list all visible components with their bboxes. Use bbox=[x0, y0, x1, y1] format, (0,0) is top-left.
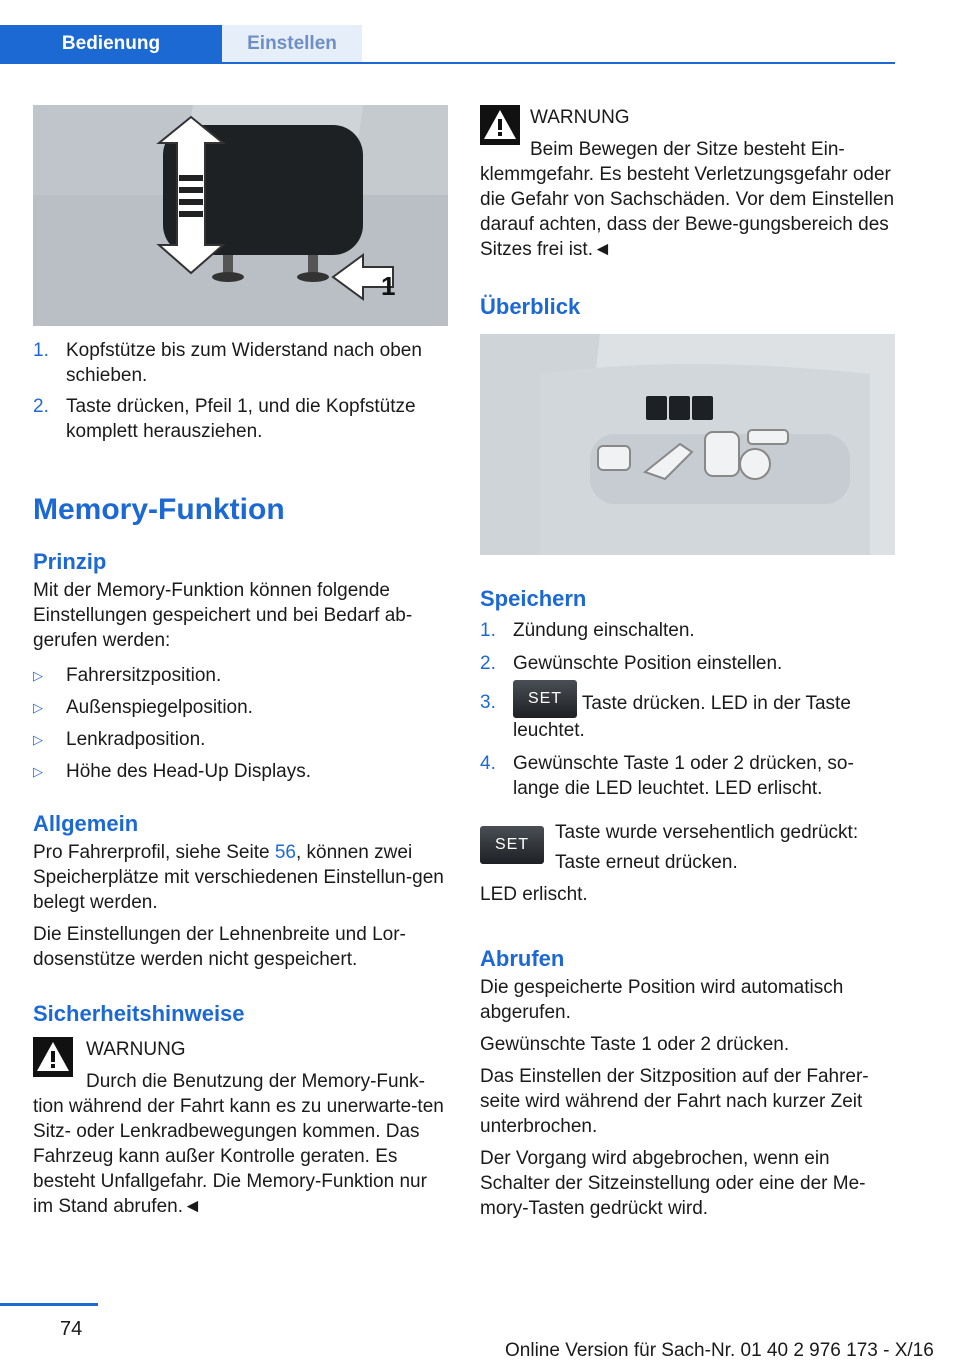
page-link[interactable]: 56 bbox=[274, 842, 296, 863]
step-text: Taste drücken, Pfeil 1, und die Kopfstütze komplett herausziehen. bbox=[66, 396, 416, 442]
list-item bbox=[33, 338, 448, 388]
warning-text: Beim Bewegen der Sitze besteht Ein-klemmgefahr. Es besteht Verletzungsgefahr oder die Gefahr von Sachschäden. Vor dem Einstellen darauf achten, dass der Bewe-gungsbereich des Sitzes frei ist.◄ bbox=[480, 139, 895, 260]
section-title: Memory-Funktion bbox=[33, 493, 285, 526]
figure-label-1: 1 bbox=[381, 271, 396, 301]
footer-rule bbox=[0, 1303, 98, 1306]
warning-label: WARNUNG bbox=[530, 107, 630, 128]
prinzip-section bbox=[33, 548, 448, 784]
step-text: Gewünschte Position einstellen. bbox=[513, 653, 783, 674]
bullet-triangle-icon: ▷ bbox=[33, 764, 43, 779]
allgemein-text-1 bbox=[33, 840, 448, 915]
bullet-triangle-icon: ▷ bbox=[33, 700, 43, 715]
step-text: Taste drücken. LED in der Taste leuchtet. bbox=[513, 693, 851, 741]
abrufen-heading: Abrufen bbox=[480, 946, 565, 971]
list-item-text: Außenspiegelposition. bbox=[66, 697, 253, 718]
warning-text: Durch die Benutzung der Memory-Funk-tion während der Fahrt kann es zu unerwarte-ten Sitz- oder Lenkradbewegungen kommen. Das Fahrzeug kann außer Kontrolle geraten. Es besteht Unfallgefahr. Die Memory-Funktion nur im Stand abrufen.◄ bbox=[33, 1071, 444, 1217]
page-number: 74 bbox=[60, 1318, 83, 1340]
speichern-section bbox=[480, 585, 895, 801]
step-text: Kopfstütze bis zum Widerstand nach oben schieben. bbox=[66, 340, 422, 386]
bullet-triangle-icon: ▷ bbox=[33, 668, 43, 683]
seat-controls-figure bbox=[480, 334, 895, 555]
list-item-text: Fahrersitzposition. bbox=[66, 665, 222, 686]
sicherheit-heading: Sicherheitshinweise bbox=[33, 1001, 245, 1026]
speichern-heading: Speichern bbox=[480, 586, 587, 611]
set-button-icon: SET bbox=[480, 826, 544, 864]
list-item bbox=[480, 651, 895, 676]
list-item bbox=[33, 695, 448, 720]
step-text: Gewünschte Taste 1 oder 2 drücken, so-lange die LED leuchtet. LED erlischt. bbox=[513, 753, 854, 799]
set-note bbox=[480, 820, 895, 907]
step-number: 4. bbox=[480, 753, 496, 774]
footer-text: Online Version für Sach-Nr. 01 40 2 976 173 - X/16 bbox=[505, 1340, 934, 1361]
note-text: Taste erneut drücken. bbox=[555, 852, 738, 873]
step-number: 1. bbox=[480, 620, 496, 641]
list-item bbox=[480, 618, 895, 643]
abrufen-text: Die gespeicherte Position wird automatisch abgerufen. bbox=[480, 977, 844, 1023]
note-text: LED erlischt. bbox=[480, 884, 588, 905]
list-item bbox=[33, 663, 448, 688]
allgemein-heading: Allgemein bbox=[33, 811, 139, 836]
allgemein-text-2: Die Einstellungen der Lehnenbreite und Lor-dosenstütze werden nicht gespeichert. bbox=[33, 924, 406, 970]
left-steps bbox=[33, 338, 448, 444]
warning-block-right bbox=[480, 105, 895, 262]
allgemein-text-part: , können zwei Speicherplätze mit verschiedenen Einstellun-gen belegt werden. bbox=[33, 842, 444, 913]
step-number: 1. bbox=[33, 340, 49, 361]
list-item bbox=[33, 759, 448, 784]
note-text: Taste wurde versehentlich gedrückt: bbox=[555, 822, 859, 843]
list-item-text: Lenkradposition. bbox=[66, 729, 206, 750]
step-number: 2. bbox=[480, 653, 496, 674]
list-item bbox=[480, 690, 895, 743]
sicherheit-section bbox=[33, 1000, 448, 1028]
header-tabs bbox=[0, 25, 895, 64]
allgemein-text-part: Pro Fahrerprofil, siehe Seite bbox=[33, 842, 275, 863]
abrufen-text: Gewünschte Taste 1 oder 2 drücken. bbox=[480, 1034, 790, 1055]
abrufen-section bbox=[480, 945, 895, 1221]
list-item bbox=[480, 751, 895, 801]
ueberblick-heading: Überblick bbox=[480, 294, 581, 319]
headrest-figure bbox=[33, 105, 448, 326]
allgemein-section bbox=[33, 810, 448, 972]
step-number: 3. bbox=[480, 692, 496, 713]
tab-einstellen[interactable]: Einstellen bbox=[222, 25, 362, 62]
list-item bbox=[33, 394, 448, 444]
step-number: 2. bbox=[33, 396, 49, 417]
abrufen-text: Das Einstellen der Sitzposition auf der Fahrer-seite wird während der Fahrt nach kurzer Zeit unterbrochen. bbox=[480, 1066, 869, 1137]
bullet-triangle-icon: ▷ bbox=[33, 732, 43, 747]
prinzip-heading: Prinzip bbox=[33, 549, 107, 574]
warning-block-left bbox=[33, 1037, 448, 1219]
list-item bbox=[33, 727, 448, 752]
list-item-text: Höhe des Head-Up Displays. bbox=[66, 761, 312, 782]
warning-label: WARNUNG bbox=[86, 1039, 186, 1060]
prinzip-text: Mit der Memory-Funktion können folgende Einstellungen gespeichert und bei Bedarf ab-gerufen werden: bbox=[33, 580, 413, 651]
abrufen-text: Der Vorgang wird abgebrochen, wenn ein Schalter der Sitzeinstellung oder eine der Me-mory-Tasten gedrückt wird. bbox=[480, 1148, 866, 1219]
tab-bedienung[interactable]: Bedienung bbox=[0, 25, 222, 62]
set-button-icon: SET bbox=[513, 680, 577, 718]
step-text: Zündung einschalten. bbox=[513, 620, 695, 641]
